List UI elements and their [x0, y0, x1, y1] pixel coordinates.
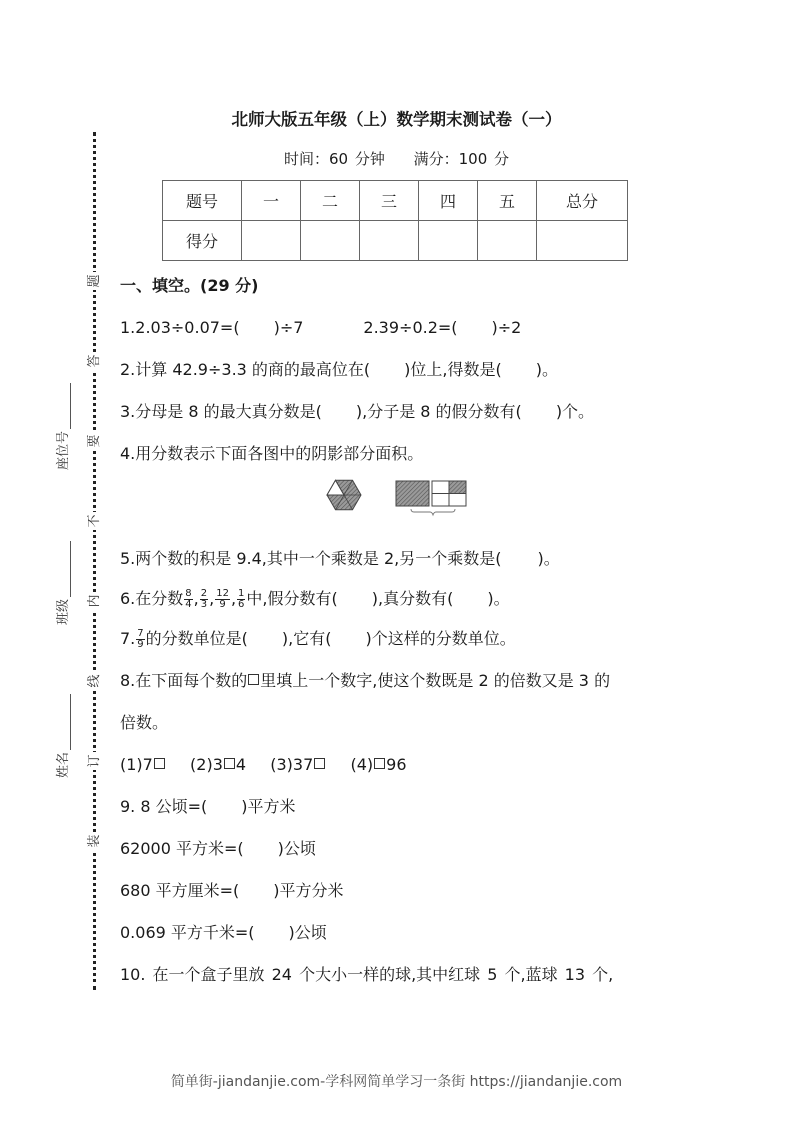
q1-text: 1.2.03÷0.07=(: [120, 318, 240, 337]
footer-watermark: 简单街-jiandanjie.com-学科网简单学习一条街 https://jiandanjie.com: [170, 1074, 623, 1090]
score-table: [162, 180, 628, 261]
q5-text: 5.两个数的积是 9.4,其中一个乘数是 2,另一个乘数是(: [120, 549, 502, 568]
digit-box-icon: [248, 674, 259, 685]
question-9-b: 62000 平方米=( )公顷: [120, 839, 316, 858]
question-9-c: 680 平方厘米=( )平方分米: [120, 881, 344, 900]
column-header: 一: [242, 181, 301, 221]
fraction: $\frac{7}{9}$: [137, 628, 144, 650]
class-label: 班级: [56, 598, 71, 625]
fraction: $\frac{2}{3}$: [200, 588, 208, 610]
q6-text: )。: [487, 589, 510, 608]
score-cell[interactable]: [537, 221, 628, 261]
column-header: 三: [360, 181, 419, 221]
exam-info: [0, 148, 793, 169]
question-4: 4.用分数表示下面各图中的阴影部分面积。: [120, 444, 424, 463]
seal-char: 题: [86, 272, 104, 290]
q2-text: )位上,得数是(: [404, 360, 502, 379]
fraction: $\frac{1}{6}$: [238, 588, 245, 610]
question-7: [120, 629, 516, 650]
brace-icon: [411, 509, 455, 515]
name-field[interactable]: [52, 694, 71, 778]
shaded-rectangles-figure: [396, 481, 466, 515]
question-8-line-2: 倍数。: [120, 713, 169, 732]
binding-dotted-line: [93, 132, 96, 990]
seal-char: 不: [86, 512, 104, 530]
column-header: 总分: [537, 181, 628, 221]
score-table-header-row: [163, 181, 628, 221]
question-8-line-1: [120, 671, 610, 691]
question-9-d: 0.069 平方千米=( )公顷: [120, 923, 327, 942]
digit-box-icon[interactable]: [224, 758, 235, 769]
digit-box-icon[interactable]: [374, 758, 385, 769]
score-cell[interactable]: [242, 221, 301, 261]
row-header: 题号: [163, 181, 242, 221]
fraction: $\frac{8}{4}$: [185, 588, 192, 610]
score-cell[interactable]: [419, 221, 478, 261]
q6-text: 中,假分数有(: [246, 589, 338, 608]
full-score: 满分：100 分: [413, 150, 510, 168]
q7-text: 7.: [120, 629, 136, 648]
column-header: 二: [301, 181, 360, 221]
fraction: $\frac{12}{9}$: [216, 588, 229, 610]
q6-text: ),真分数有(: [371, 589, 454, 608]
question-3: [120, 402, 594, 422]
q3-text: )个。: [555, 402, 595, 421]
seat-number-field[interactable]: [52, 383, 71, 470]
q6-text: 6.在分数: [120, 589, 184, 608]
seal-char: 订: [86, 752, 104, 770]
q5-text: )。: [537, 549, 560, 568]
q8-item[interactable]: (4) 96: [350, 755, 407, 774]
q8-text: 里填上一个数字,使这个数既是 2 的倍数又是 3 的: [260, 671, 611, 690]
q7-text: ),它有(: [281, 629, 332, 648]
name-label: 姓名: [56, 751, 71, 778]
q3-text: 3.分母是 8 的最大真分数是(: [120, 402, 322, 421]
score-cell[interactable]: [301, 221, 360, 261]
score-table-score-row: [163, 221, 628, 261]
seal-char: 装: [86, 832, 104, 850]
q8-item[interactable]: (1)7: [120, 755, 166, 774]
question-1: [120, 318, 521, 338]
seal-char: 要: [86, 432, 104, 450]
column-header: 四: [419, 181, 478, 221]
q3-text: ),分子是 8 的假分数有(: [355, 402, 522, 421]
name-blank[interactable]: [58, 694, 71, 750]
q8-text: 8.在下面每个数的: [120, 671, 248, 690]
q2-text: 2.计算 42.9÷3.3 的商的最高位在(: [120, 360, 371, 379]
score-cell[interactable]: [360, 221, 419, 261]
question-2: [120, 360, 558, 380]
seat-number-blank[interactable]: [58, 383, 71, 429]
class-blank[interactable]: [58, 541, 71, 597]
q1-text: )÷2: [491, 318, 522, 337]
question-5: [120, 549, 560, 569]
q7-text: 的分数单位是(: [145, 629, 248, 648]
column-header: 五: [478, 181, 537, 221]
question-10: 10. 在一个盒子里放 24 个大小一样的球,其中红球 5 个,蓝球 13 个,: [120, 965, 614, 984]
section-heading: 一、填空。(29 分): [120, 276, 259, 295]
q1-text: )÷7: [273, 318, 304, 337]
question-9-a: 9. 8 公顷=( )平方米: [120, 797, 296, 816]
q2-text: )。: [535, 360, 558, 379]
time-limit: 时间：60 分钟: [283, 150, 385, 168]
digit-box-icon[interactable]: [314, 758, 325, 769]
digit-box-icon[interactable]: [154, 758, 165, 769]
class-field[interactable]: [52, 541, 71, 625]
seal-char: 内: [86, 592, 104, 610]
q7-text: )个这样的分数单位。: [365, 629, 516, 648]
seal-char: 线: [86, 672, 104, 690]
seat-number-label: 座位号: [56, 430, 71, 470]
q8-item[interactable]: (2)3 4: [190, 755, 247, 774]
q8-item[interactable]: (3)37: [270, 755, 326, 774]
score-row-label: 得分: [163, 221, 242, 261]
seal-char: 答: [86, 352, 104, 370]
shaded-hexagon-figure: [327, 480, 361, 509]
score-cell[interactable]: [478, 221, 537, 261]
q4-figures: [325, 478, 470, 520]
page-title: 北师大版五年级（上）数学期末测试卷（一）: [231, 110, 562, 129]
question-8-items: [120, 755, 407, 775]
question-6: 6.在分数 $\frac{8}{4}$ , $\frac{2}{3}$ , $\frac{12}{9}$ , $\frac{1}{6}$ 中,假分数有( ),真分数有( )。: [120, 588, 510, 610]
q1-text: 2.39÷0.2=(: [363, 318, 458, 337]
